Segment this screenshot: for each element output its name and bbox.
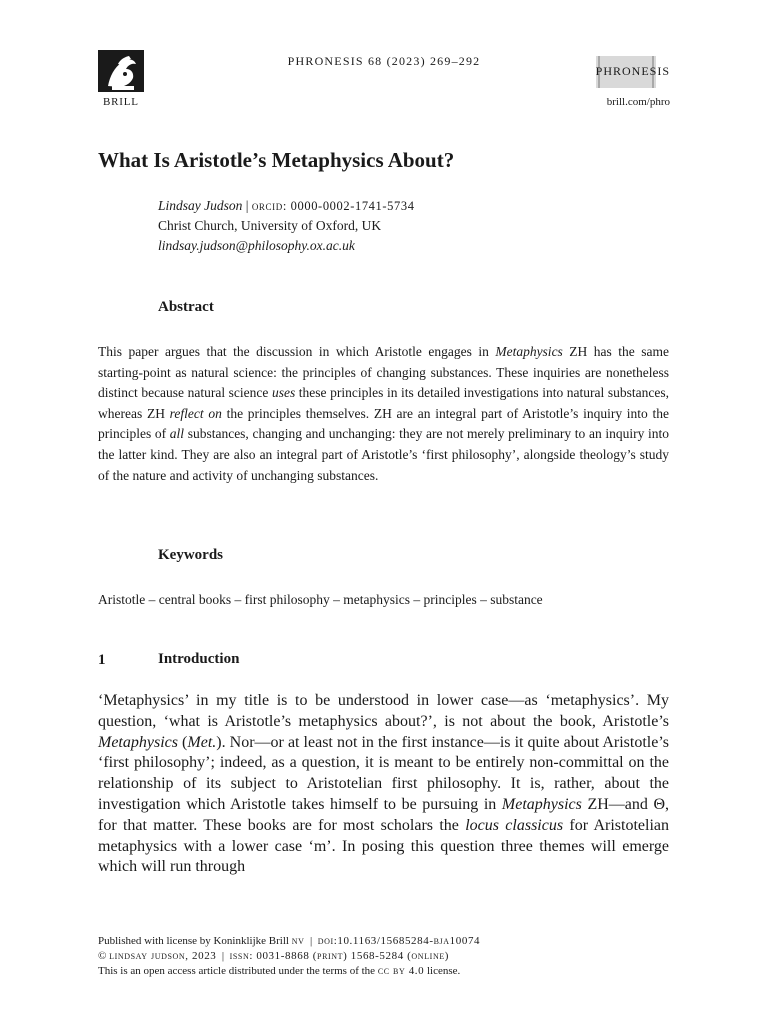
- keywords-heading: Keywords: [158, 547, 223, 563]
- copyright-line: [98, 949, 449, 964]
- body-text-part: ‘Metaphysics’ in my title is to be understood in lower case—as ‘metaphysics’. My question, ‘what is Aristotle’s metaphysics about?’, is not about the book, Aristotle’s: [98, 692, 669, 730]
- copyright-symbol: ©: [98, 950, 107, 962]
- author-name: Lindsay Judson: [158, 198, 243, 213]
- copyright-holder: lindsay judson, 2023: [109, 950, 217, 962]
- separator: |: [304, 935, 318, 947]
- license-prefix: Published with license by Koninklijke Brill: [98, 935, 292, 947]
- open-access-line: [98, 964, 460, 979]
- abstract-text-part: these principles in its detailed investigations into natural substances, whereas ZH: [98, 385, 669, 421]
- abstract-text-italic: reflect on: [169, 405, 222, 421]
- issn: issn: 0031-8868 (print) 1568-5284 (online): [229, 950, 450, 962]
- body-text-italic: Met.: [187, 733, 217, 751]
- abstract-text-part: ZH has the same starting-point as natural science: the principles of changing substances. These inquiries are nonetheless distinct because natural science: [98, 344, 669, 401]
- separator: |: [216, 950, 230, 962]
- abstract-text-italic: all: [169, 426, 185, 442]
- journal-citation: PHRONESIS 68 (2023) 269–292: [287, 54, 481, 68]
- body-text-part: ). Nor—or at least not in the first instance—is it quite about Aristotle’s ‘first philosophy’; indeed, as a question, it is meant to be entirely non-committal on the relationship of its subject to Aristotelian first philosophy. It is, rather, about the investigation which Aristotle takes himself to be pursuing in: [98, 733, 670, 813]
- section-number: 1: [98, 652, 106, 668]
- orcid-label: orcid: [251, 199, 283, 213]
- body-text-part: (: [177, 733, 188, 751]
- journal-name: PHRONESIS: [595, 64, 670, 78]
- license-line: [98, 934, 480, 949]
- abstract-text-part: This paper argues that the discussion in which Aristotle engages in: [98, 344, 496, 359]
- keywords-text: Aristotle – central books – first philosophy – metaphysics – principles – substance: [98, 592, 543, 607]
- body-paragraph: [98, 691, 669, 878]
- license-name-link[interactable]: cc by 4.0: [377, 965, 425, 977]
- section-title: Introduction: [158, 651, 240, 667]
- author-block: [158, 196, 415, 256]
- abstract-text-italic: uses: [271, 385, 296, 401]
- abstract-text-part: the principles themselves. ZH are an integral part of Aristotle’s inquiry into the principles of: [98, 405, 669, 442]
- journal-url[interactable]: brill.com/phro: [606, 96, 670, 108]
- doi-link[interactable]: doi:10.1163/15685284-bja10074: [317, 935, 481, 947]
- orcid-id[interactable]: 0000-0002-1741-5734: [290, 199, 415, 213]
- body-text-italic: Metaphysics: [501, 795, 582, 813]
- orcid-colon: :: [282, 199, 291, 213]
- body-text-italic: Metaphysics: [98, 733, 178, 751]
- body-text-italic: locus classicus: [465, 816, 564, 834]
- publisher-label: BRILL: [103, 96, 139, 108]
- abstract-text-italic: Metaphysics: [495, 344, 563, 359]
- abstract-heading: Abstract: [158, 299, 214, 315]
- affiliation: Christ Church, University of Oxford, UK: [158, 218, 382, 233]
- abstract-text-part: substances, changing and unchanging: they are not merely preliminary to an inquiry into the latter kind. They are also an integral part of Aristotle’s ‘first philosophy’, alongside theology’s study of the nature and activity of unchanging substances.: [98, 426, 669, 483]
- body-text-part: ZH—and Θ, for that matter. These books are for most scholars the: [98, 795, 670, 834]
- abstract-text: [98, 342, 669, 486]
- separator: |: [245, 198, 252, 213]
- article-title: What Is Aristotle’s Metaphysics About?: [98, 148, 455, 172]
- license-nv: nv: [291, 935, 305, 947]
- open-access-prefix: This is an open access article distributed under the terms of the: [98, 965, 378, 977]
- author-email[interactable]: lindsay.judson@philosophy.ox.ac.uk: [158, 238, 355, 253]
- open-access-suffix: license.: [424, 965, 461, 977]
- body-text-part: for Aristotelian metaphysics with a lower case ‘m’. In posing this question three themes will emerge which will run through: [98, 816, 670, 876]
- author-line: [158, 196, 415, 216]
